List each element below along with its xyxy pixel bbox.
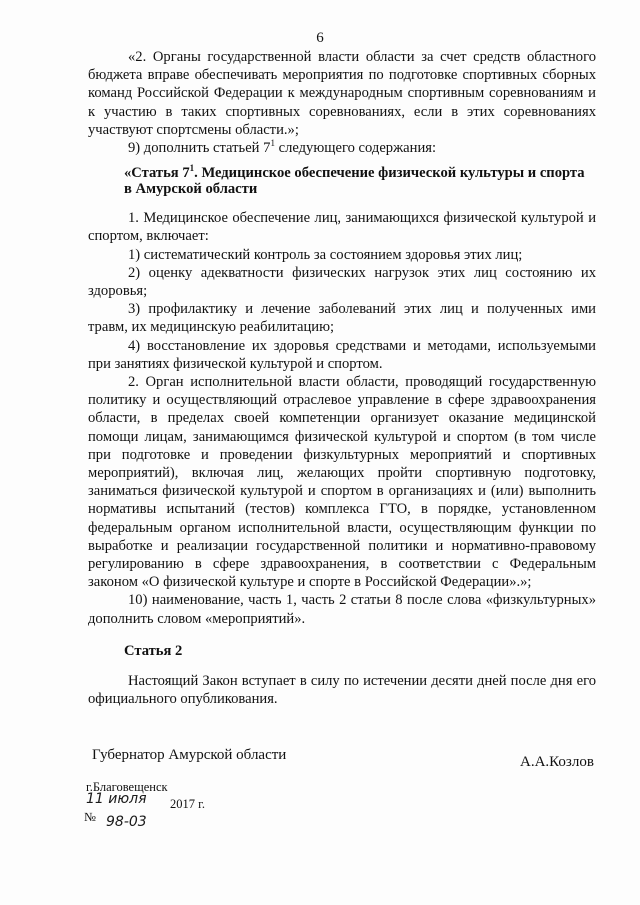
add-article-sup: 1 xyxy=(270,138,275,149)
signatory-title: Губернатор Амурской области xyxy=(92,747,287,763)
add-article-text: 9) дополнить статьей 7 xyxy=(128,140,271,157)
year: 2017 г. xyxy=(170,797,205,811)
number-sign: № xyxy=(84,810,96,824)
list-item-1: 1) систематический контроль за состоянием здоровья этих лиц; xyxy=(128,246,523,263)
paragraph-item-10: 10) наименование, часть 1, часть 2 статьи 8 после слова «физкультурных» дополнить словом «мероприятий». xyxy=(88,592,596,627)
page-number: 6 xyxy=(316,30,324,46)
paragraph-entry-into-force: Настоящий Закон вступает в силу по истечении десяти дней после дня его официального опубликования. xyxy=(88,673,596,708)
heading-part-1: «Статья 7 xyxy=(124,165,190,182)
paragraph-medical-includes: 1. Медицинское обеспечение лиц, занимающихся физической культурой и спортом, включает: xyxy=(88,210,596,245)
handwritten-number: 98-03 xyxy=(106,814,147,830)
list-item-2: 2) оценку адекватности физических нагрузок этих лиц состоянию их здоровья; xyxy=(88,264,596,300)
heading-sup: 1 xyxy=(189,163,195,174)
article-7-1-heading xyxy=(88,165,596,197)
heading-part-2: . Медицинское обеспечение физической культуры и спорта в Амурской области xyxy=(124,165,585,198)
place-of-signing: г.Благовещенск xyxy=(86,780,168,794)
signatory-name: А.А.Козлов xyxy=(520,754,594,770)
article-2-heading: Статья 2 xyxy=(124,642,183,659)
paragraph-executive-organ: 2. Орган исполнительной власти области, проводящий государственную политику и осуществляющий отраслевое управление в сфере здравоохранения области, в пределах своей компетенции организует оказание медицинской помощи лицам, занимающимся физической культурой и спортом (в том числе при подготовке и проведении физкультурных мероприятий и спортивных мероприятий), включая лиц, желающих пройти спортивную подготовку, заниматься физической культурой и спортом в организациях и (или) выполнить нормативы испытаний (тестов) комплекса ГТО, в порядке, установленном федеральным органом исполнительной власти, осуществляющим функции по выработке и реализации государственной политики и нормативно-правовому регулированию в сфере здравоохранения, в соответствии с Федеральным законом «О физической культуре и спорте в Российской Федерации».»; xyxy=(88,374,596,591)
add-article-text-end: следующего содержания: xyxy=(274,140,437,157)
list-item-3: 3) профилактику и лечение заболеваний этих лиц и полученных ими травм, их медицинскую реабилитацию; xyxy=(88,301,596,336)
paragraph-add-article xyxy=(88,139,596,157)
list-item-4: 4) восстановление их здоровья средствами и методами, используемыми при занятиях физической культурой и спортом. xyxy=(88,337,596,372)
paragraph-organs-funding: «2. Органы государственной власти области за счет средств областного бюджета вправе обеспечивать мероприятия по подготовке спортивных сборных команд Российской Федерации к международным спортивным соревнованиям и к участию в таких спортивных соревнованиях, если в этих соревнованиях участвуют спортсмены области.»; xyxy=(88,49,596,138)
handwritten-date: 11 июля xyxy=(86,791,147,807)
document-body xyxy=(88,48,596,709)
